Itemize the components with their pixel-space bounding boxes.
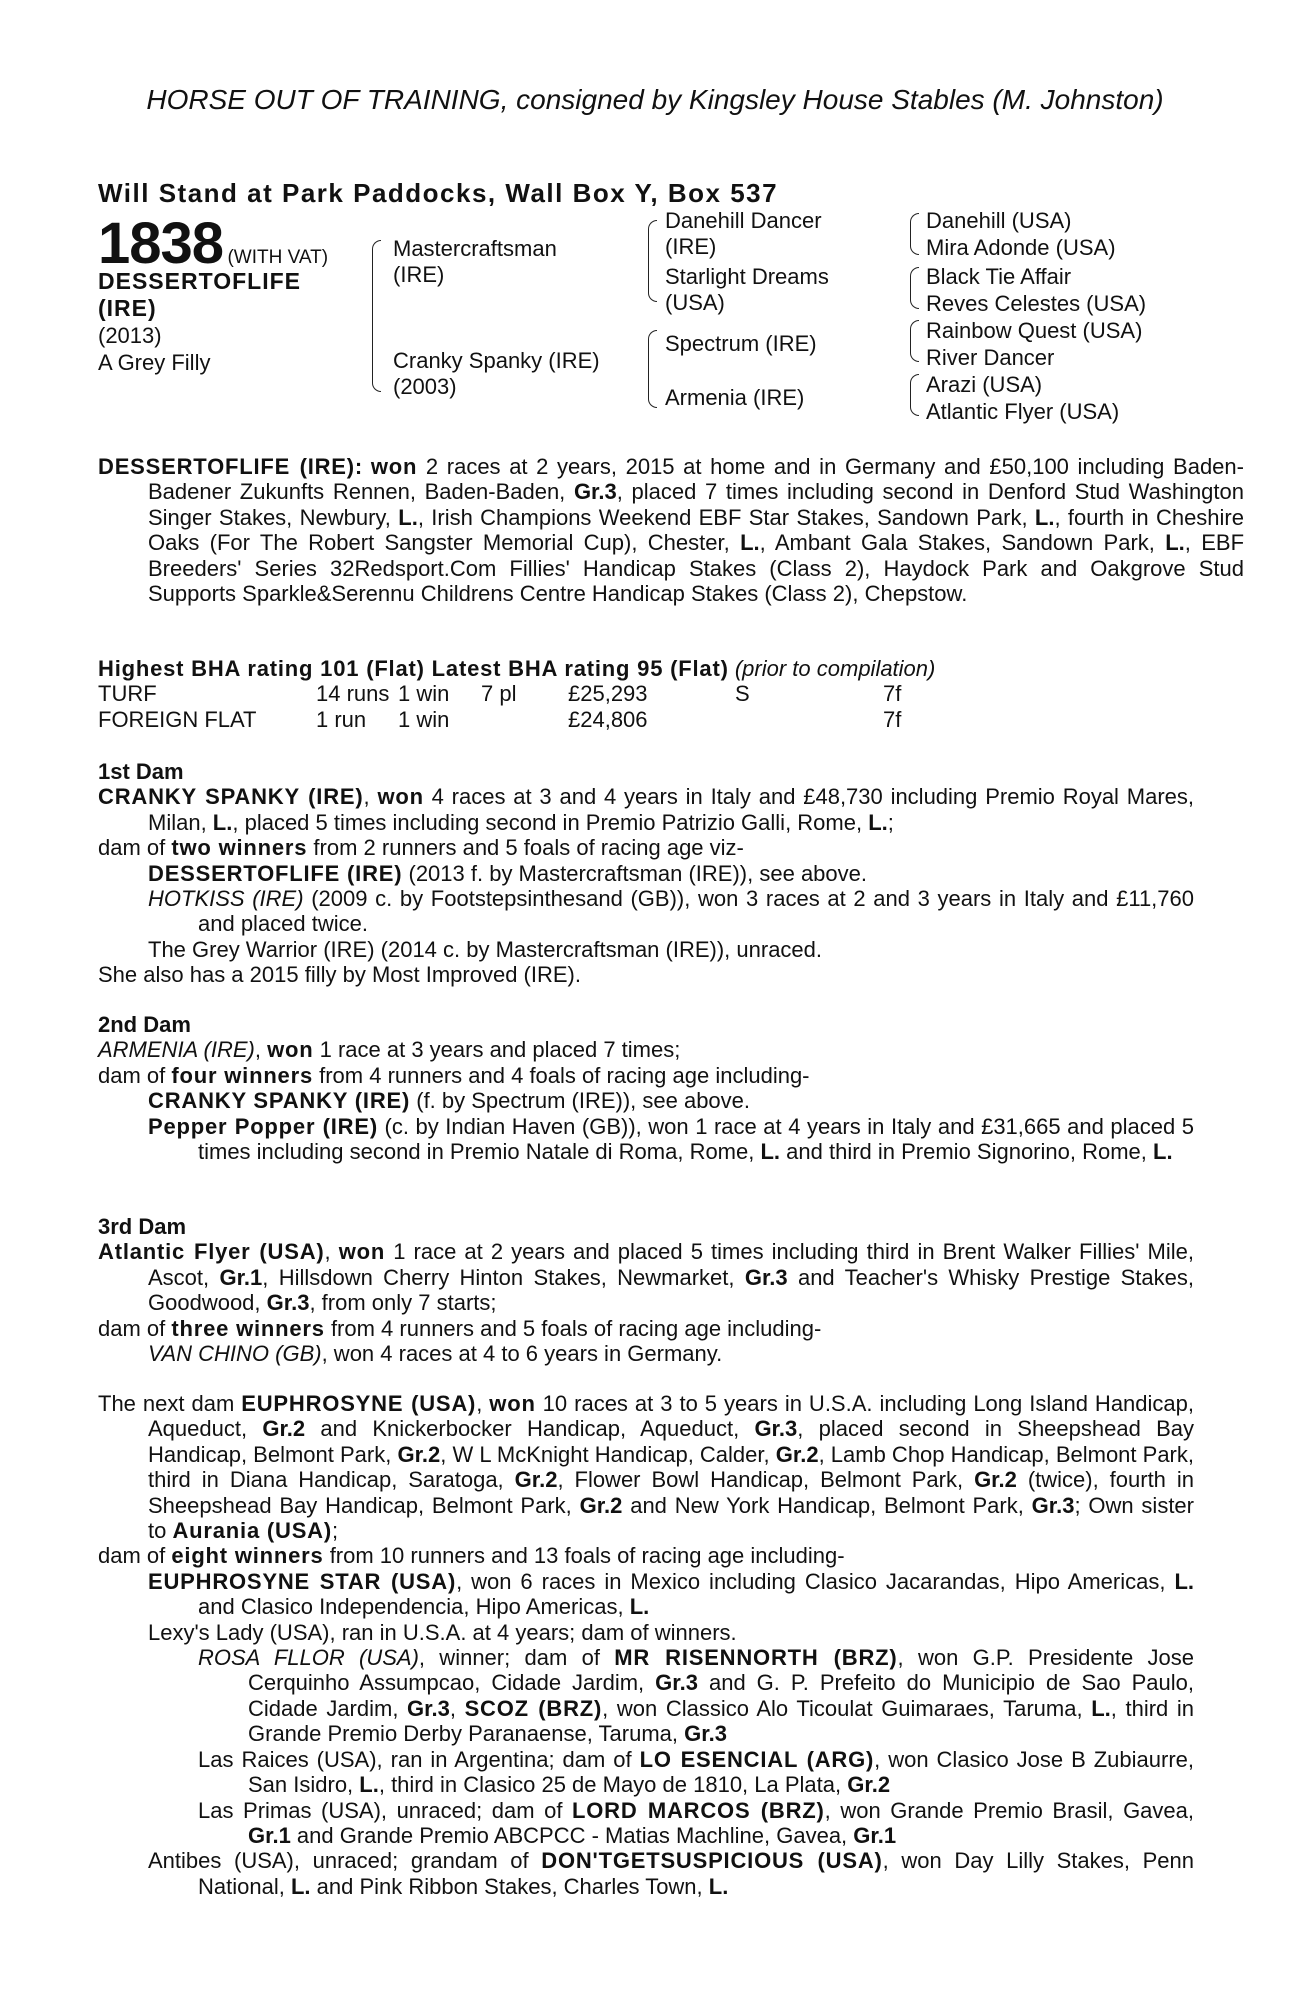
horse-name: DESSERTOFLIFE (IRE) bbox=[98, 268, 301, 321]
second-dam-produce-summary: dam of four winners from 4 runners and 4 foals of racing age including- bbox=[98, 1062, 810, 1088]
first-dam-section bbox=[98, 759, 1194, 988]
dam-line-brace bbox=[648, 330, 657, 408]
first-dam-produce-summary: dam of two winners from 2 runners and 5 foals of racing age viz- bbox=[98, 835, 744, 861]
next-dam-grandproduce-las-raices: Las Raices (USA), ran in Argentina; dam of LO ESENCIAL (ARG), won Clasico Jose B Zubiaurre, San Isidro, L., third in Clasico 25 de Mayo de 1810, La Plata, Gr.2 bbox=[198, 1746, 1194, 1798]
second-dam-produce-1: CRANKY SPANKY (IRE) (f. by Spectrum (IRE)), see above. bbox=[148, 1088, 751, 1114]
first-dam-also: She also has a 2015 filly by Most Improved (IRE). bbox=[98, 962, 581, 988]
second-dam-produce-2: Pepper Popper (IRE) (c. by Indian Haven (GB)), won 1 race at 4 years in Italy and £31,665 and placed 5 times including second in Premio Natale di Roma, Rome, L. and third in Premio Signorino, Rome, L. bbox=[148, 1113, 1194, 1165]
pedigree-sire-sire: Danehill Dancer (IRE) bbox=[665, 208, 822, 259]
sire-dam-brace bbox=[372, 240, 381, 392]
next-dam-produce-antibes: Antibes (USA), unraced; grandam of DON'TGETSUSPICIOUS (USA), won Day Lilly Stakes, Penn National, L. and Pink Ribbon Stakes, Charles Town, L. bbox=[148, 1848, 1194, 1899]
second-dam-section bbox=[98, 1012, 1194, 1164]
third-dam-record: Atlantic Flyer (USA), won 1 race at 2 years and placed 5 times including third in Brent Walker Fillies' Mile, Ascot, Gr.1, Hillsdown Cherry Hinton Stakes, Newmarket, Gr.3 and Teacher's Whisky Prestige Stakes, Goodwood, Gr.3, from only 7 starts; bbox=[98, 1239, 1195, 1316]
ratings-row-turf: TURF 14 runs 1 win 7 pl £25,293 S 7f bbox=[98, 681, 902, 707]
third-dam-heading: 3rd Dam bbox=[98, 1214, 187, 1239]
next-dam-grandproduce-rosa-fllor: ROSA FLLOR (USA), winner; dam of MR RISENNORTH (BRZ), won G.P. Presidente Jose Cerquinho Assumpcao, Cidade Jardim, Gr.3 and G. P. Prefeito do Municipio de Sao Paulo, Cidade Jardim, Gr.3, SCOZ (BRZ), won Classico Alo Ticoulat Guimaraes, Taruma, L., third in Grande Premio Derby Paranaense, Taruma, Gr.3 bbox=[198, 1645, 1194, 1747]
next-dam-produce-euphrosyne-star: EUPHROSYNE STAR (USA), won 6 races in Mexico including Clasico Jacarandas, Hipo Americas, L. and Clasico Independencia, Hipo Americas, L. bbox=[148, 1568, 1194, 1620]
first-dam-record: CRANKY SPANKY (IRE), won 4 races at 3 and 4 years in Italy and £48,730 including Premio Royal Mares, Milan, L., placed 5 times including second in Premio Patrizio Galli, Rome, L.; bbox=[98, 784, 1194, 835]
lot-number: 1838 bbox=[98, 211, 224, 276]
first-dam-produce-1: DESSERTOFLIFE (IRE) (2013 f. by Mastercraftsman (IRE)), see above. bbox=[148, 860, 867, 886]
third-dam-section bbox=[98, 1214, 1194, 1366]
vat-note: (WITH VAT) bbox=[227, 247, 329, 268]
ratings-heading: Highest BHA rating 101 (Flat) Latest BHA rating 95 (Flat) (prior to compilation) bbox=[98, 656, 936, 681]
pedigree-gen3-8: Atlantic Flyer (USA) bbox=[926, 399, 1120, 424]
horse-year: (2013) bbox=[98, 323, 162, 348]
pedigree-dam: Cranky Spanky (IRE) (2003) bbox=[393, 348, 600, 399]
third-dam-produce-summary: dam of three winners from 4 runners and 5 foals of racing age including- bbox=[98, 1315, 822, 1341]
stand-location: Will Stand at Park Paddocks, Wall Box Y, Box 537 bbox=[98, 178, 779, 208]
next-dam-produce-summary: dam of eight winners from 10 runners and 13 foals of racing age including- bbox=[98, 1543, 845, 1569]
gen3-brace-3 bbox=[910, 320, 919, 362]
next-dam-section bbox=[98, 1391, 1194, 1899]
pedigree-gen3-7: Arazi (USA) bbox=[926, 372, 1043, 397]
sire-line-brace bbox=[648, 220, 657, 302]
pedigree-dam-sire: Spectrum (IRE) bbox=[665, 331, 817, 356]
consignor-header: HORSE OUT OF TRAINING, consigned by Kingsley House Stables (M. Johnston) bbox=[146, 84, 1164, 115]
pedigree-gen3-2: Mira Adonde (USA) bbox=[926, 235, 1116, 260]
second-dam-heading: 2nd Dam bbox=[98, 1012, 191, 1037]
lot-heading bbox=[98, 210, 328, 277]
race-summary: DESSERTOFLIFE (IRE): won 2 races at 2 years, 2015 at home and in Germany and £50,100 including Baden-Badener Zukunfts Rennen, Baden-Baden, Gr.3, placed 7 times including second in Denford Stud Washington Singer Stakes, Newbury, L., Irish Champions Weekend EBF Star Stakes, Sandown Park, L., fourth in Cheshire Oaks (For The Robert Sangster Memorial Cup), Chester, L., Ambant Gala Stakes, Sandown Park, L., EBF Breeders' Series 32Redsport.Com Fillies' Handicap Stakes (Class 2), Haydock Park and Oakgrove Stud Supports Sparkle&Serennu Childrens Centre Handicap Stakes (Class 2), Chepstow. bbox=[98, 454, 1245, 607]
first-dam-produce-3: The Grey Warrior (IRE) (2014 c. by Mastercraftsman (IRE)), unraced. bbox=[148, 936, 823, 962]
pedigree-gen3-6: River Dancer bbox=[926, 345, 1055, 370]
ratings-block bbox=[98, 656, 935, 732]
gen3-brace-1 bbox=[910, 213, 919, 255]
first-dam-produce-2: HOTKISS (IRE) (2009 c. by Footstepsinthesand (GB)), won 3 races at 2 and 3 years in Italy and £11,760 and placed twice. bbox=[148, 886, 1194, 937]
pedigree-sire-dam: Starlight Dreams (USA) bbox=[665, 264, 829, 315]
first-dam-heading: 1st Dam bbox=[98, 759, 184, 784]
third-dam-produce-1: VAN CHINO (GB), won 4 races at 4 to 6 years in Germany. bbox=[148, 1341, 723, 1367]
pedigree-sire: Mastercraftsman (IRE) bbox=[393, 236, 557, 287]
pedigree-gen3-3: Black Tie Affair bbox=[926, 264, 1072, 289]
pedigree-gen3-5: Rainbow Quest (USA) bbox=[926, 318, 1143, 343]
pedigree-dam-dam: Armenia (IRE) bbox=[665, 385, 805, 410]
next-dam-record: The next dam EUPHROSYNE (USA), won 10 races at 3 to 5 years in U.S.A. including Long Island Handicap, Aqueduct, Gr.2 and Knickerbocker Handicap, Aqueduct, Gr.3, placed second in Sheepshead Bay Handicap, Belmont Park, Gr.2, W L McKnight Handicap, Calder, Gr.2, Lamb Chop Handicap, Belmont Park, third in Diana Handicap, Saratoga, Gr.2, Flower Bowl Handicap, Belmont Park, Gr.2 (twice), fourth in Sheepshead Bay Handicap, Belmont Park, Gr.2 and New York Handicap, Belmont Park, Gr.3; Own sister to Aurania (USA); bbox=[98, 1391, 1194, 1544]
pedigree-gen3-1: Danehill (USA) bbox=[926, 208, 1072, 233]
second-dam-record: ARMENIA (IRE), won 1 race at 3 years and placed 7 times; bbox=[98, 1037, 681, 1063]
next-dam-produce-lexys-lady: Lexy's Lady (USA), ran in U.S.A. at 4 years; dam of winners. bbox=[148, 1619, 737, 1645]
pedigree-gen3-4: Reves Celestes (USA) bbox=[926, 291, 1147, 316]
summary-horse-name: DESSERTOFLIFE (IRE) bbox=[98, 454, 355, 479]
horse-description: A Grey Filly bbox=[98, 350, 211, 375]
next-dam-grandproduce-las-primas: Las Primas (USA), unraced; dam of LORD MARCOS (BRZ), won Grande Premio Brasil, Gavea, Gr.1 and Grande Premio ABCPCC - Matias Machline, Gavea, Gr.1 bbox=[198, 1797, 1194, 1848]
gen3-brace-4 bbox=[910, 374, 919, 416]
gen3-brace-2 bbox=[910, 267, 919, 309]
horse-identity bbox=[98, 268, 338, 376]
ratings-row-foreign-flat: FOREIGN FLAT 1 run 1 win £24,806 7f bbox=[98, 706, 902, 732]
